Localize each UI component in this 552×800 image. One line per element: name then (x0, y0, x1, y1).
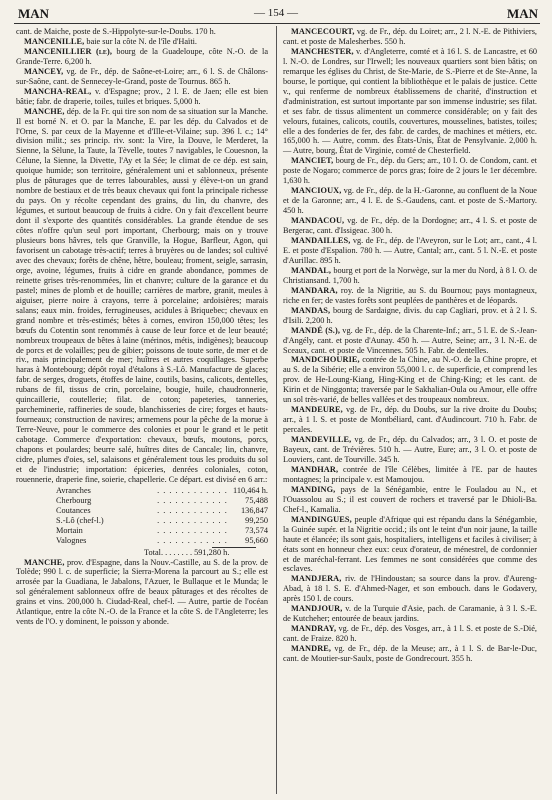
entry-headword: MANDAL, (291, 265, 332, 275)
entry (283, 266, 537, 286)
entry-text: pays de la Sénégambie, entre le Fouladou au N., et l'Ouassolou au S.; il est couvert de rochers et traversé par le Dhioli-Ba. Chef-l., Kamalia. (283, 484, 537, 514)
entry-headword: MANDCHOURIE, (291, 355, 360, 365)
row-label: Valognes (56, 535, 87, 545)
entry (283, 156, 537, 186)
entry-headword: MANDEVILLE, (291, 435, 352, 445)
entry-text: vg. de Fr., dép. de la Meuse; arr., à 1 l. S. de Bar-le-Duc, cant. de Moutier-sur-Saulx, poste de Gondrecourt. 355 h. (283, 644, 537, 664)
entry (283, 355, 537, 405)
entry-headword: MANDEURE, (291, 405, 343, 415)
entry (283, 515, 537, 575)
entry-text: vg. de Fr., dép. des Vosges, arr., à 1 l. S. et poste de S.-Dié, cant. de Fraize. 820 h. (283, 624, 537, 644)
right-column (283, 27, 537, 664)
entry (16, 107, 268, 485)
header-right-word: MAN (506, 6, 538, 21)
entry (283, 465, 537, 485)
entry (283, 286, 537, 306)
entry-text: vg. de Fr., dép. du Doubs, sur la rive droite du Doubs; arr., à 1 l. S. et poste de Montbéliard, cant. d'Audincourt. 710 h. Fabr. de percales. (283, 405, 537, 435)
entry-text: bourg et port de la Norwège, sur la mer du Nord, à 8 l. O. de Christiansand. 1,700 h. (283, 265, 537, 285)
row-label: Cherbourg (56, 495, 92, 505)
entry-headword: MANDJOUR, (291, 604, 343, 614)
entry-headword: MANCENILLIER (le), (24, 46, 113, 56)
entry (283, 624, 537, 644)
entry-headword: MANCEY, (24, 66, 64, 76)
entry (283, 47, 537, 156)
table-row: Cherbourg . . . . . . . . . . . . 75,488 (56, 495, 268, 505)
page-number: — 154 — (254, 7, 298, 19)
entry-text: dép. de la Fr. qui tire son nom de sa situation sur la Manche. Il est borné N. et O. par la Manche, E. par les dép. du Calvados et de l'Orne, S. par ceux de la Mayenne et d'Ille-et-Vilaine; sup. 396 l. c.; 14° division milit.; ses princip. riv. sont: la Vire, la Douve, le Merderet, la Sienne, la Sèlune, la Taute, la Tèvelle, toutes 7 navigables, le Couesnon, la Célune, la Sienne, la Divette, l'Ay et la Sée; le climat de ce dép. est sain, quoique humide; son territoire, généralement uni et sablonneux, présente plus de pâturages que de terres labourables, aussi y élève-t-on un grand nombre de bestiaux et de très beaux chevaux qui font la principale richesse du pays. On y récolte cependant des grains, du lin, du chanvre, des légumes, et surtout beaucoup de fruits à cidre. On y fait d'excellent beurre dont il s'exporte des quantités considérables. La grande étendue de ses côtes n'offre qu'un seul port important, Cherbourg; mais on y trouve plusieurs bons hâvres, tels que Granville, la Hogue, Barfleur, Agon, qui favorisent un cabotage très-actif; terres à bruyères ou de landes; sol cultivé avec des chevaux; forêts de chêne, hêtre, bouleau; froment, seigle, sarrasin, orge, avoine, légumes, fruits à cidre en grande abondance, pommes de reinette grises très-renommées, lin et chanvre; culture de la garance et du pastel; mines de plomb et de houille; carrières de marbre, granit, meules à aiguiser, pierre noire à crayons, terre à porcelaine; ardoisières; marais salans; eaux min. froides, ferrugineuses, acidules à Briquebec; chevaux en grand nombre et très-estimés; bêtes à cornes, environ 150,000 têtes; les bœufs du Cotentin sont renommés à cause de leur force et de leur beauté; nombreux troupeaux de bêtes à laine (mérinos, métis, indigènes); beaucoup de porcs et de volailles; peu de gibier; poissons de toute sorte, de mer et de riv., mais principalement de mer; huîtres et autres coquillages. Superbe haras à Montebourg; dépôt royal d'étalons à S.-Lô. Manufacture de glaces; fabr. de serges, droguets, étoffes de laine, coutils, basins, calicots, dentelles, rubans de fil, tissus de crin, porcelaine, bougie, huile, chaudronnerie, quincaillerie, coutellerie; filat. de coton; papeteries, tanneries, parcheminerie, raffineries de soude, blanchisseries de cire; forges et hauts-fourneaux; construction de navires; armemens pour la pêche de la morue à Terre-Neuve, pour le commerce des colonies et pour le grand et le petit cabotage. Commerce d'exportation: chevaux, bœufs, moutons, porcs, chapons et poulardes; beurre salé, huîtres dites de Cancale; lin, chanvre, cidre, plumes d'oies, sel, salaisons et généralement tous les produits du sol et de l'industrie; importation: épiceries, denrées coloniales, coton, rouennerie, draperie fine, soierie, chapellerie. Ce départ. est divisé en 6 arr.: (16, 106, 268, 484)
page-header (14, 6, 538, 22)
entry-text: vg. de Fr., dép. de Saône-et-Loire; arr., 6 l. S. de Châlons-sur-Saône, cant. de Sennecey-le-Grand, poste de Tournus. 865 h. (16, 66, 268, 86)
entry (283, 27, 537, 47)
entry-text: vg. de Fr., dép. de l'Aveyron, sur le Lot; arr., cant., 4 l. E. et poste d'Espalion. 780 h. — Autre, Cantal; arr., cant. 5 l. N.-E. et poste d'Aurillac. 895 h. (283, 236, 537, 265)
row-value: 73,574 (245, 525, 268, 535)
total-row: Total. . . . . . . . 591,280 h. (144, 547, 230, 557)
entry-headword: MANDARA, (291, 285, 338, 295)
row-value: 136,847 (241, 505, 268, 515)
entry-text: riv. de l'Hindoustan; sa source dans la prov. d'Aureng-Abad, à 18 l. S. E. d'Ahmed-Nager, et son embouch. dans le Godavery, après 150 l. de cours. (283, 574, 537, 604)
entry-headword: MANDÉ (S.), (291, 325, 341, 335)
entry (283, 186, 537, 216)
entry-headword: MANCHE, (24, 557, 65, 567)
entry-headword: MANCECOURT, (291, 27, 355, 36)
entry (16, 87, 268, 107)
entry-text: contrée de la Chine, au N.-O. de la Chine propre, et au S. de la Sibérie; elle a environ 55,000 l. c. de superficie, et comprend les prov. de He-Loung-Kiang, Hing-King et de Ching-King; et les cant. de Kirin et de Ninggonta; traversée par le Sakhalian-Oula ou Amour, elle offre un sol très-varié, de belles vallées et des troupeaux nombreux. (283, 355, 537, 405)
entry (283, 306, 537, 326)
entry-continuation: cant. de Maiche, poste de S.-Hippolyte-sur-le-Doubs. 170 h. (16, 27, 216, 36)
entry-text: vg. de Fr., dép. de la Dordogne; arr., 4 l. S. et poste de Bergerac, cant. d'Issigeac. 300 h. (283, 216, 537, 236)
entry-text: contrée de l'île Célèbes, limitée à l'E. par de hautes montagnes; la principale v. est Mamoujou. (283, 464, 537, 484)
entry-headword: MANDAS, (291, 305, 331, 315)
header-rule (14, 23, 540, 24)
row-label: Coutances (56, 505, 91, 515)
entry (16, 558, 268, 628)
table-row: Coutances . . . . . . . . . . . . 136,847 (56, 505, 268, 515)
left-column (16, 27, 268, 627)
row-value: 99,250 (245, 515, 268, 525)
entry-headword: MANCENILLE, (24, 36, 85, 46)
entry (283, 326, 537, 356)
entry (16, 47, 268, 67)
entry (283, 216, 537, 236)
entry (283, 435, 537, 465)
entry-headword: MANDACOU, (291, 216, 345, 226)
entry-text: vg. de Fr., dép. de la H.-Garonne, au confluent de la Noue et de la Garonne; arr., 4 l. E. de S.-Gaudens, cant. et poste de S.-Martory. 450 h. (283, 186, 537, 216)
entry-text: roy. de la Nigritie, au S. du Bournou; pays montagneux, riche en fer; de vastes forêts sont peuplées de panthères et de léopards. (283, 285, 537, 305)
entry (283, 485, 537, 515)
entry-headword: MANCIOUX, (291, 186, 342, 196)
entry-headword: MANCHE, (24, 106, 65, 116)
entry-text: vg. de Fr., dép. du Calvados; arr., 3 l. O. et poste de Bayeux, cant. de Trévières. 510 h. — Autre, Eure; arr., 3 l. O. et poste de Louviers, cant. de Tourville. 345 h. (283, 435, 537, 464)
table-row: Valognes . . . . . . . . . . . . 95,660 (56, 535, 268, 545)
entry-text: vg. de Fr., dép. de la Charente-Inf.; arr., 5 l. E. de S.-Jean-d'Angély, cant. et poste d'Aunay. 450 h. — Autre, Seine; arr., 3 l. N.-E. de Sceaux, cant. et poste de Vincennes. 505 h. Fabr. de dentelles. (283, 325, 537, 355)
total-label: Total (144, 547, 161, 557)
row-label: S.-Lô (chef-l.) (56, 515, 104, 525)
entry-text: peuple d'Afrique qui est répandu dans la Sénégambie, la Guinée supér. et la Nigritie occid.; ils ont le teint d'un noir jaune, la taille haute et élancée; ils sont gais, hospitaliers, intelligens et faciles à civiliser; à états sont en honneur chez eux: ceux d'orateur, de ménestrel, de cordonnier et de maréchal-ferrant. Les femmes ne sont considérées que comme des esclaves. (283, 514, 537, 574)
entry-text: prov. d'Espagne, dans la Nouv.-Castille, au S. de la prov. de Tolède; 990 l. c. de superficie; la Sierra-Morena la parcourt au S.; elle est arrosée par la Guadiana, le Jabalons, l'Azuer, le Bullaque et le Munda; le sol généralement sablonneux offre de beaux pâturages et des récoltes de grains et vins. 200,000 h. Ciudad-Real, chef-l. — Autre, partie de l'océan Atlantique, entre la côte N.-O. de la France et la côte S. de l'Angleterre; les vents de l'O. y dominent, le poisson y abonde. (16, 557, 268, 627)
table-row: Mortain . . . . . . . . . . . . 73,574 (56, 525, 268, 535)
entry-headword: MANDRE, (291, 644, 332, 654)
entry-headword: MANDINGUES, (291, 514, 352, 524)
entry-text: v. d'Espagne; prov., 2 l. E. de Jaen; elle est bien bâtie; fabr. de draperie, toiles, tuiles et briques. 5,000 h. (16, 86, 268, 106)
entry-text: bourg de Sardaigne, divis. du cap Cagliari, prov. et à 2 l. S. d'Isili. 2,200 h. (283, 305, 537, 325)
entry-text: bourg de la Guadeloupe, côte N.-O. de la Grande-Terre. 6,200 h. (16, 46, 269, 66)
entry-text: baie sur la côte N. de l'île d'Haïti. (84, 36, 197, 46)
entry-headword: MANCHA-REAL, (24, 86, 92, 96)
entry (283, 405, 537, 435)
table-row: Avranches . . . . . . . . . . . . 110,464 h. (56, 485, 268, 495)
row-value: 95,660 (245, 535, 268, 545)
row-label: Mortain (56, 525, 83, 535)
table-row: S.-Lô (chef-l.) . . . . . . . . . . . . 99,250 (56, 515, 268, 525)
total-value: 591,280 h. (194, 547, 230, 557)
row-value: 75,488 (245, 495, 268, 505)
entry (283, 574, 537, 604)
entry-headword: MANDAILLES, (291, 236, 351, 246)
header-left-word: MAN (18, 6, 50, 21)
arrondissement-table (56, 486, 268, 546)
entry-headword: MANDRAY, (291, 624, 337, 634)
column-divider (276, 26, 277, 794)
entry (283, 644, 537, 664)
entry-text: v. de la Turquie d'Asie, pach. de Caramanie, à 3 l. S.-E. de Kutcheher; entourée de beaux jardins. (283, 604, 537, 624)
entry-headword: MANDING, (291, 484, 336, 494)
entry-headword: MANCIET, (291, 156, 334, 166)
entry (283, 604, 537, 624)
entry (283, 236, 537, 266)
entry (16, 37, 268, 47)
row-label: Avranches (56, 485, 91, 495)
entry-text: bourg de Fr., dép. du Gers; arr., 10 l. O. de Condom, cant. et poste de Nogaro; commerce de porcs gras; foire de 2 jours le 1er décembre. 1,630 h. (283, 156, 537, 186)
row-value: 110,464 h. (233, 485, 268, 495)
entry-text: vg. de Fr., dép. du Loiret; arr., 2 l. N.-E. de Pithiviers, cant. et poste de Malesherbes. 550 h. (283, 27, 537, 46)
entry-headword: MANDJERA, (291, 574, 342, 584)
entry (16, 67, 268, 87)
entry-headword: MANCHESTER, (291, 46, 354, 56)
entry-headword: MANDHAR, (291, 464, 339, 474)
entry-text: v. d'Angleterre, comté et à 16 l. S. de Lancastre, et 60 l. N.-O. de Londres, sur l'Irwell; les nouveaux quartiers sont bien bâtis; on remarque les églises du Christ, de Ste-Marie, de S.-Pierre et de Ste-Anne, la bourse, le portique, qui contient la bibliothèque et le palais de justice. Cette v., qui renferme de nombreux établissemens de charité, d'instruction et d'administration, est surtout importante par son immense industrie; ses filat. et ses fabr. de tissus alimentent un commerce considérable; on y fait des velours, futaines, calicots, coutils, couvertures, mousselines, batistes, toiles; elle a des fonderies de fer, des fabr. de cardes, de machines et métiers, etc. 165,000 h. — Autre, comm. des États-Unis, État de Pensylvanie. 2,000 h. — Autre, bourg, État de Virginie, comté de Chesterfield. (283, 46, 537, 156)
